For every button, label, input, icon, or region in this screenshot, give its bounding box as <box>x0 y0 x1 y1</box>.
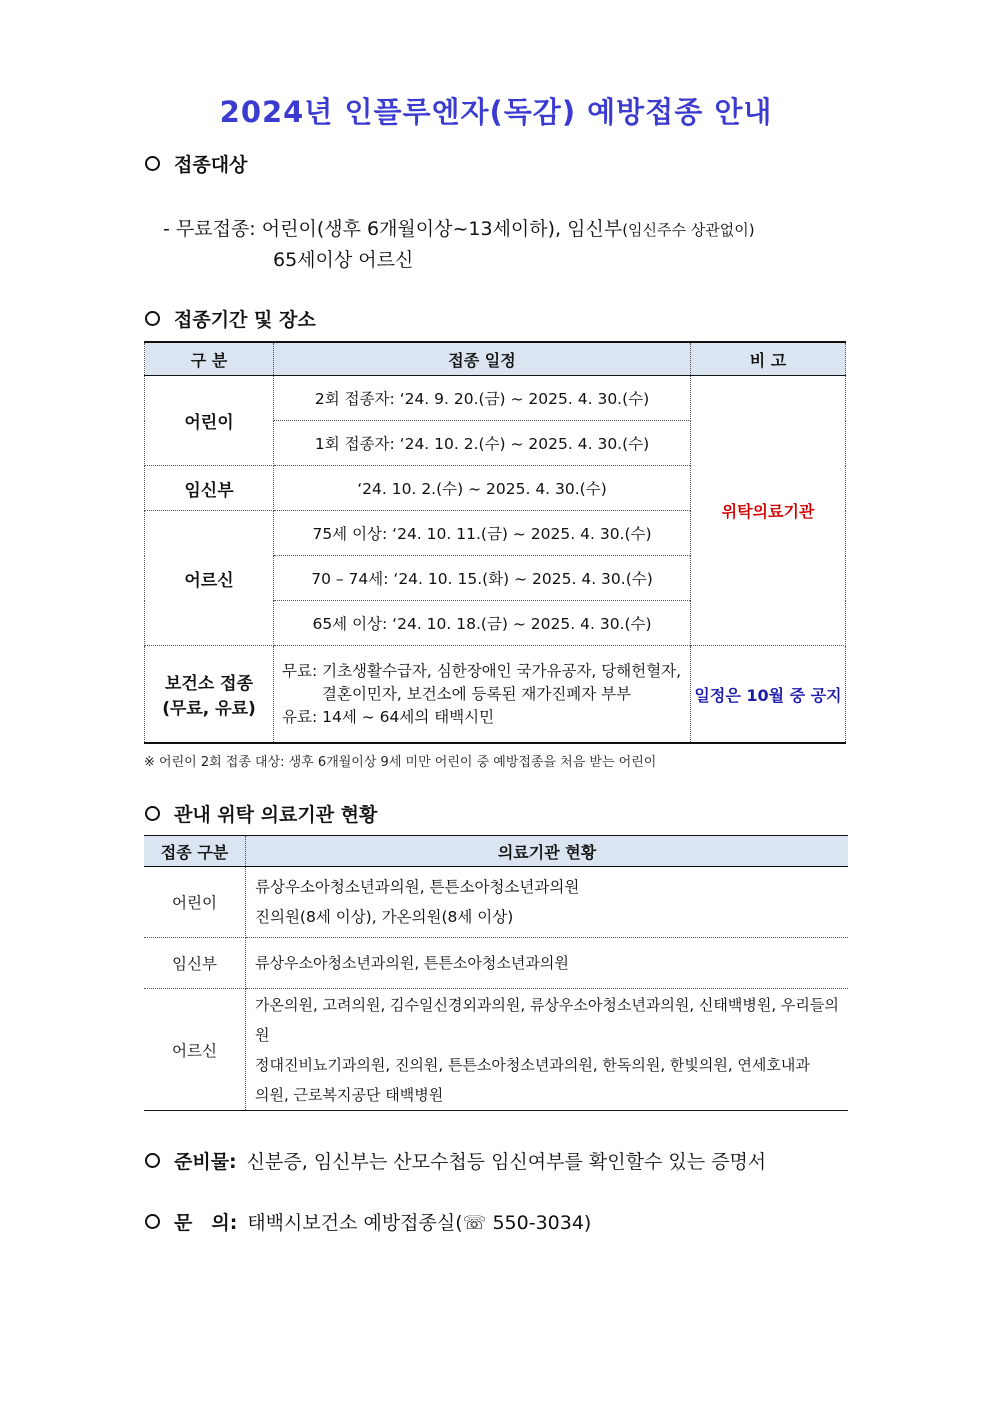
circle-bullet-icon <box>145 311 160 326</box>
table-row: 임신부 류상우소아청소년과의원, 튼튼소아청소년과의원 <box>144 938 848 989</box>
health-center-detail: 무료: 기초생활수급자, 심한장애인 국가유공자, 당해헌혈자, 결혼이민자, 보건소에 등록된 재가진폐자 부부 유료: 14세 ~ 64세의 태백시민 <box>274 646 691 744</box>
remark-consigned: 위탁의료기관 <box>691 376 846 646</box>
section-period-heading: 접종기간 및 장소 <box>145 305 316 332</box>
row-label-child: 어린이 <box>145 376 274 466</box>
table-row: 어르신 가온의원, 고려의원, 김수일신경외과의원, 류상우소아청소년과의원, 신태백병원, 우리들의원 정대진비뇨기과의원, 진의원, 튼튼소아청소년과의원, 한독의원, 한빛의원, 연세호내과 의원, 근로복지공단 태백병원 <box>144 989 848 1111</box>
remark-health-center: 일정은 10월 중 공지 <box>691 646 846 744</box>
page-title: 2024년 인플루엔자(독감) 예방접종 안내 <box>219 95 773 129</box>
row-label-pregnant: 임신부 <box>145 466 274 511</box>
schedule-cell: 65세 이상: ‘24. 10. 18.(금) ~ 2025. 4. 30.(수) <box>274 601 691 646</box>
schedule-cell: 1회 접종자: ‘24. 10. 2.(수) ~ 2025. 4. 30.(수) <box>274 421 691 466</box>
schedule-cell: ‘24. 10. 2.(수) ~ 2025. 4. 30.(수) <box>274 466 691 511</box>
row-label-health-center: 보건소 접종 (무료, 유료) <box>145 646 274 744</box>
footnote: ※ 어린이 2회 접종 대상: 생후 6개월이상 9세 미만 어린이 중 예방접종을 처음 받는 어린이 <box>144 755 657 770</box>
contact-line: 문 의: 태백시보건소 예방접종실(☏ 550-3034) <box>145 1208 591 1235</box>
header-schedule: 접종 일정 <box>274 342 691 376</box>
circle-bullet-icon <box>145 156 160 171</box>
prep-line: 준비물: 신분증, 임신부는 산모수첩등 임신여부를 확인할수 있는 증명서 <box>145 1147 766 1174</box>
circle-bullet-icon <box>145 806 160 821</box>
circle-bullet-icon <box>145 1214 160 1229</box>
header-category: 접종 구분 <box>144 836 246 867</box>
header-category: 구 분 <box>145 342 274 376</box>
schedule-cell: 70 – 74세: ‘24. 10. 15.(화) ~ 2025. 4. 30.(수) <box>274 556 691 601</box>
section-target-heading: 접종대상 <box>145 150 247 177</box>
header-clinics: 의료기관 현황 <box>246 836 849 867</box>
clinics-table <box>144 835 848 1111</box>
schedule-cell: 2회 접종자: ‘24. 9. 20.(금) ~ 2025. 4. 30.(수) <box>274 376 691 421</box>
section-clinics-heading: 관내 위탁 의료기관 현황 <box>145 800 377 827</box>
row-label-elder: 어르신 <box>145 511 274 646</box>
free-vaccination-text: - 무료접종: 어린이(생후 6개월이상~13세이하), 임신부(임신주수 상관없이) 65세이상 어르신 <box>163 218 755 271</box>
table-row: 어린이 류상우소아청소년과의원, 튼튼소아청소년과의원 진의원(8세 이상), 가온의원(8세 이상) <box>144 867 848 938</box>
schedule-table <box>144 341 846 744</box>
schedule-cell: 75세 이상: ‘24. 10. 11.(금) ~ 2025. 4. 30.(수) <box>274 511 691 556</box>
header-remark: 비 고 <box>691 342 846 376</box>
circle-bullet-icon <box>145 1153 160 1168</box>
